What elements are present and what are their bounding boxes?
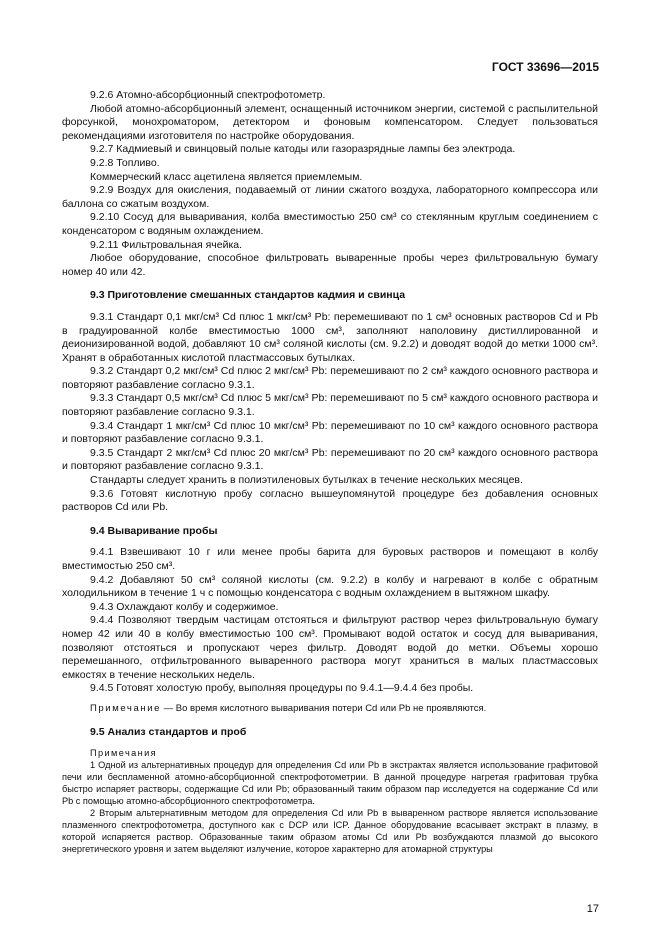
paragraph: 9.3.6 Готовят кислотную пробу согласно вышеупомянутой процедуре без добавления основных растворов Cd или Pb. xyxy=(62,487,598,514)
paragraph: 9.2.6 Атомно-абсорбционный спектрофотометр. xyxy=(90,89,326,101)
paragraph: Любое оборудование, способное фильтровать вываренные пробы через фильтровальную бумагу номер 40 или 42. xyxy=(62,252,598,278)
paragraph: 9.4.4 Позволяют твердым частицам отстояться и фильтруют раствор через фильтровальную бумагу номер 42 или 40 в колбу вместимостью 100 см³. Промывают водой остаток и сосуд для вываривания, позволяют отстояться и пропускают через фильтр. Доводят водой до метки. Объемы хорошо перемешанного, отфильтрованного вываренного раствора могут храниться в малых пластмассовых емкостях в течение нескольких недель. xyxy=(62,614,598,681)
paragraph: 9.3.5 Стандарт 2 мкг/см³ Cd плюс 20 мкг/см³ Pb: перемешивают по 20 см³ каждого основного раствора и повторяют разбавление согласно 9.3.1. xyxy=(62,446,598,473)
section-heading: 9.4 Вываривание пробы xyxy=(90,524,218,537)
paragraph: 9.4.1 Взвешивают 10 г или менее пробы барита для буровых растворов и помещают в колбу вместимостью 250 см³. xyxy=(62,546,598,572)
document-body xyxy=(62,89,598,855)
note-item: 2 Вторым альтернативным методом для определения Cd или Pb в вываренном растворе является использование плазменного спектрофотометра, доступного как с DCP или ICP. Данное оборудование всасывает экстракт в плазму, в которой испаряется раствор. Образованные таким образом атомы Cd или Pb возбуждаются плазмой до высокого энергетического уровня и затем выделяют излучение, которое характерно для атомарной структуры xyxy=(62,808,598,855)
note xyxy=(62,702,598,716)
notes-block xyxy=(62,747,598,855)
notes-label: Примечания xyxy=(90,748,158,759)
paragraph: Коммерческий класс ацетилена является приемлемым. xyxy=(90,170,363,183)
standard-number-header: ГОСТ 33696—2015 xyxy=(491,60,599,74)
paragraph: 9.4.2 Добавляют 50 см³ соляной кислоты (см. 9.2.2) в колбу и нагревают в колбе с обратным холодильником в течение 1 ч с помощью конденсатора с водным охлаждением в вытяжном шкафу. xyxy=(62,573,598,600)
note-text: — Во время кислотного вываривания потери Cd или Pb не проявляются. xyxy=(161,702,487,714)
paragraph: Стандарты следует хранить в полиэтиленовых бутылках в течение нескольких месяцев. xyxy=(90,474,523,487)
note-item: 1 Одной из альтернативных процедур для определения Cd или Pb в экстрактах является использование графитовой печи или беспламенной атомно-абсорбционной спектрофотометрии. В данной процедуре нагретая графитовая трубка быстро испаряет растворы, содержащие Cd или Pb; образованный таким образом пар исследуется на содержание Cd или Pb с помощью атомно-абсорбционного спектрофотометра. xyxy=(62,760,598,807)
section-heading: 9.3 Приготовление смешанных стандартов кадмия и свинца xyxy=(90,289,406,302)
paragraph: 9.4.5 Готовят холостую пробу, выполняя процедуры по 9.4.1—9.4.4 без пробы. xyxy=(90,682,474,695)
section-heading: 9.5 Анализ стандартов и проб xyxy=(90,725,247,738)
paragraph: 9.3.3 Стандарт 0,5 мкг/см³ Cd плюс 5 мкг/см³ Pb: перемешивают по 5 см³ каждого основного раствора и повторяют разбавление согласно 9.3.1. xyxy=(62,392,598,419)
paragraph: 9.4.3 Охлаждают колбу и содержимое. xyxy=(90,600,279,613)
paragraph: 9.2.9 Воздух для окисления, подаваемый от линии сжатого воздуха, лабораторного компрессора или баллона со сжатым воздухом. xyxy=(62,184,598,210)
paragraph: 9.2.8 Топливо. xyxy=(90,156,160,169)
paragraph: 9.3.4 Стандарт 1 мкг/см³ Cd плюс 10 мкг/см³ Pb: перемешивают по 10 см³ каждого основного раствора и повторяют разбавление согласно 9.3.1. xyxy=(62,419,598,446)
paragraph: 9.2.11 Фильтровальная ячейка. xyxy=(90,238,243,251)
note-label: Примечание xyxy=(90,702,161,714)
paragraph: Любой атомно-абсорбционный элемент, оснащенный источником энергии, системой с распылительной форсункой, монохроматором, детектором и фоновым компенсатором. Следует пользоваться рекомендациями изготовителя по настройке оборудования. xyxy=(62,102,598,142)
paragraph: 9.3.2 Стандарт 0,2 мкг/см³ Cd плюс 2 мкг/см³ Pb: перемешивают по 2 см³ каждого основного раствора и повторяют разбавление согласно 9.3.1. xyxy=(62,365,598,391)
paragraph: 9.2.7 Кадмиевый и свинцовый полые катоды или газоразрядные лампы без электрода. xyxy=(90,143,516,156)
page-number: 17 xyxy=(586,903,599,915)
paragraph: 9.2.10 Сосуд для вываривания, колба вместимостью 250 см³ со стеклянным круглым соединением с конденсатором с водяным охлаждением. xyxy=(62,211,598,237)
paragraph: 9.3.1 Стандарт 0,1 мкг/см³ Cd плюс 1 мкг/см³ Pb: перемешивают по 1 см³ основных растворов Cd и Pb в градуированной колбе вместимостью 1000 см³, заполняют наполовину дистиллированной и деионизированной водой, добавляют 10 см³ соляной кислоты (см. 9.2.2) и доводят водой до метки 1000 см³. Хранят в обработанных кислотой пластмассовых бутылках. xyxy=(62,310,598,364)
